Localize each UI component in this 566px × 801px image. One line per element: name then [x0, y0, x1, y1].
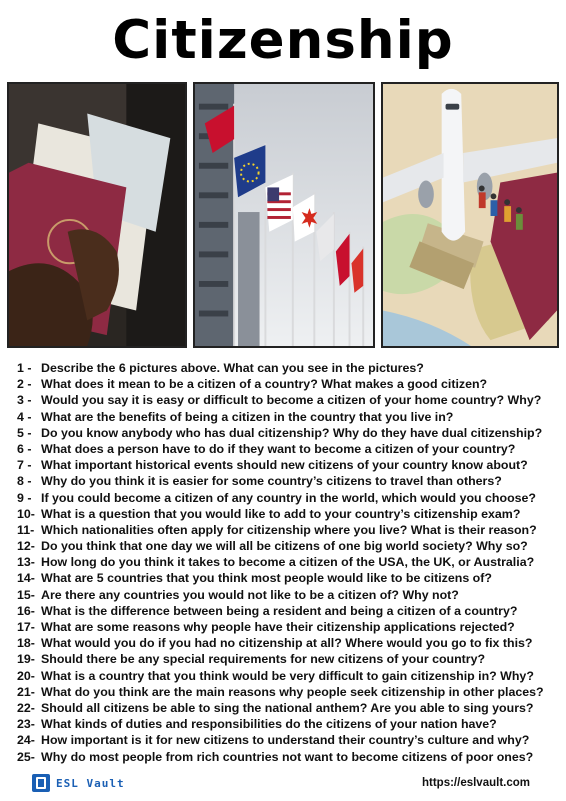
question-text: What are 5 countries that you think most people would like to be citizens of?: [41, 571, 492, 586]
question-number: 23-: [17, 717, 35, 732]
flags-photo-icon: [193, 82, 375, 348]
question-number: 20-: [17, 668, 35, 683]
page-title: Citizenship: [112, 10, 454, 71]
passport-photo-icon: [7, 82, 187, 348]
question-number: 4 -: [17, 409, 32, 424]
question-item: [17, 392, 557, 408]
question-item: [17, 554, 557, 570]
question-text: What does it mean to be a citizen of a country? What makes a good citizen?: [41, 377, 488, 392]
question-item: [17, 603, 557, 619]
question-item: [17, 376, 557, 392]
question-text: Do you know anybody who has dual citizenship? Why do they have dual citizenship?: [41, 425, 543, 440]
question-number: 10-: [17, 506, 35, 521]
question-text: What kinds of duties and responsibilities do the citizens of your nation have?: [41, 717, 497, 732]
question-number: 15-: [17, 587, 35, 602]
question-text: What is a country that you think would be very difficult to gain citizenship in? Why?: [41, 668, 534, 683]
question-item: [17, 490, 557, 506]
photo-strip: [7, 82, 559, 350]
question-number: 22-: [17, 700, 35, 715]
question-text: Describe the 6 pictures above. What can you see in the pictures?: [41, 361, 424, 375]
logo-text: ESL Vault: [56, 776, 125, 790]
question-item: [17, 651, 557, 667]
question-number: 13-: [17, 555, 35, 570]
question-text: Would you say it is easy or difficult to become a citizen of your home country? Why?: [41, 393, 542, 408]
question-item: [17, 732, 557, 748]
question-number: 14-: [17, 571, 35, 586]
question-item: [17, 538, 557, 554]
question-number: 5 -: [17, 425, 32, 440]
question-item: [17, 425, 557, 441]
question-item: [17, 587, 557, 603]
question-number: 12-: [17, 539, 35, 554]
question-item: [17, 409, 557, 425]
vault-icon: [32, 774, 50, 792]
question-number: 11-: [17, 522, 35, 537]
question-item: [17, 360, 557, 376]
question-item: [17, 716, 557, 732]
question-text: What would you do if you had no citizenship at all? Where would you go to fix this?: [41, 636, 533, 651]
question-number: 2 -: [17, 377, 32, 392]
site-url-link[interactable]: https://eslvault.com: [422, 777, 530, 789]
question-text: What do you think are the main reasons why people seek citizenship in other places?: [41, 684, 544, 699]
question-text: If you could become a citizen of any country in the world, which would you choose?: [41, 490, 536, 505]
question-number: 9 -: [17, 490, 32, 505]
question-number: 18-: [17, 636, 35, 651]
question-text: Why do most people from rich countries not want to become citizens of poor ones?: [41, 749, 534, 764]
question-item: [17, 700, 557, 716]
question-number: 19-: [17, 652, 35, 667]
question-text: What does a person have to do if they want to become a citizen of your country?: [41, 441, 516, 456]
question-text: Should all citizens be able to sing the national anthem? Are you able to sing yours?: [41, 700, 534, 715]
question-number: 6 -: [17, 441, 32, 456]
question-text: What are some reasons why people have their citizenship applications rejected?: [41, 620, 515, 634]
question-item: [17, 668, 557, 684]
question-text: What are the benefits of being a citizen in the country that you live in?: [41, 409, 454, 424]
question-number: 8 -: [17, 474, 32, 489]
question-text: Do you think that one day we will all be citizens of one big world society? Why so?: [41, 539, 528, 554]
question-item: [17, 749, 557, 765]
question-item: [17, 506, 557, 522]
question-number: 7 -: [17, 458, 32, 473]
question-item: [17, 457, 557, 473]
question-number: 3 -: [17, 393, 32, 408]
question-text: How long do you think it takes to become a citizen of the USA, the UK, or Australia?: [41, 555, 535, 570]
question-list: [17, 360, 557, 765]
question-number: 25-: [17, 749, 35, 764]
question-text: What is the difference between being a resident and being a citizen of a country?: [41, 603, 518, 618]
question-text: Should there be any special requirements for new citizens of your country?: [41, 652, 486, 667]
question-number: 17-: [17, 620, 35, 634]
question-number: 1 -: [17, 361, 32, 375]
question-text: Which nationalities often apply for citizenship where you live? What is their reason?: [41, 522, 537, 537]
question-number: 21-: [17, 684, 35, 699]
esl-vault-logo[interactable]: [32, 774, 125, 792]
question-item: [17, 570, 557, 586]
page-footer: [0, 770, 566, 798]
question-text: How important is it for new citizens to understand their country’s culture and why?: [41, 733, 530, 748]
question-item: [17, 635, 557, 651]
question-text: Are there any countries you would not like to be a citizen of? Why not?: [41, 587, 459, 602]
question-item: [17, 441, 557, 457]
question-number: 24-: [17, 733, 35, 748]
question-text: Why do you think it is easier for some country’s citizens to travel than others?: [41, 474, 502, 489]
question-number: 16-: [17, 603, 35, 618]
question-item: [17, 684, 557, 700]
question-text: What is a question that you would like to add to your country’s citizenship exam?: [41, 506, 521, 521]
question-item: [17, 473, 557, 489]
airplane-map-photo-icon: [381, 82, 559, 348]
question-item: [17, 619, 557, 635]
question-item: [17, 522, 557, 538]
question-text: What important historical events should new citizens of your country know about?: [41, 458, 528, 473]
